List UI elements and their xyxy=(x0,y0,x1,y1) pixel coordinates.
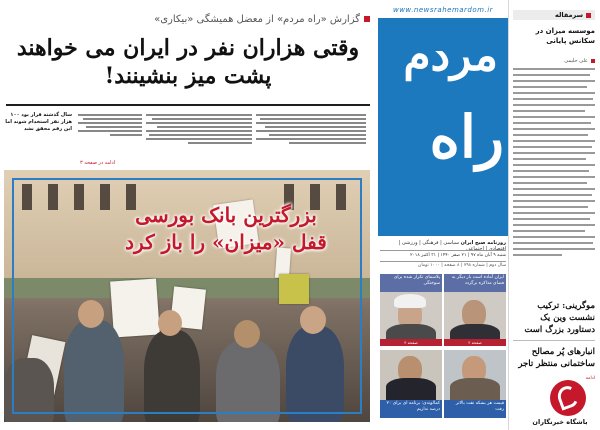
section-label xyxy=(513,10,595,20)
teaser-right[interactable] xyxy=(444,274,506,346)
teaser-right-tag: صفحه ۲ xyxy=(444,339,506,346)
teaser-bottom-left[interactable] xyxy=(380,350,442,418)
editorial-title[interactable]: موسسه میزان در سکانس پایانی xyxy=(535,27,595,45)
author-square-icon xyxy=(591,59,595,63)
teaser-bottom-right-photo xyxy=(444,350,506,400)
masthead xyxy=(378,0,508,430)
logo-word-2: مردم xyxy=(403,30,498,81)
headline-line-2: پشت میز بنشینند! xyxy=(104,63,272,89)
teaser-left-photo xyxy=(380,292,442,346)
teaser-left-title: پلاسمای تکرار شده برای سوختگی xyxy=(380,274,442,292)
continue-link[interactable]: ادامه در صفحه ۳ xyxy=(80,160,116,166)
kicker-text: گزارش «راه مردم» از معضل همیشگی «بیکاری» xyxy=(154,14,360,25)
sidebar-headline-3[interactable]: انبارهای پُر مصالح ساختمانی منتظر تاجر xyxy=(518,347,595,369)
editorial-body xyxy=(513,68,595,260)
site-url[interactable]: www.newsrahemardom.ir xyxy=(392,6,494,14)
photo-caption-line-2: قفل «میزان» را باز کرد xyxy=(125,230,327,254)
editorial-author xyxy=(513,58,595,64)
news-column-1 xyxy=(256,112,366,160)
paper-subtitle-title: روزنامه صبح ایران xyxy=(460,240,506,246)
section-square-icon xyxy=(586,13,591,18)
watermark xyxy=(520,380,600,430)
headline-divider xyxy=(6,104,370,106)
teaser-left[interactable] xyxy=(380,274,442,346)
headline-line-1: وقتی هزاران نفر در ایران می خواهند xyxy=(16,35,360,61)
paper-subtitle-topics: سیاسی | فرهنگی | ورزشی | اقتصادی | اجتماعی xyxy=(398,240,506,252)
issue-meta: سال دوم | شماره ۷۹۸ | ۸ صفحه | ۱۰۰۰ تومان xyxy=(418,263,506,268)
teaser-bottom-left-title: کمالوندی: برنامه ای برای ۲۰ درصد نداریم xyxy=(380,400,442,418)
logo-word-1: راه xyxy=(429,103,504,171)
sidebar xyxy=(508,0,600,430)
sidebar-headline-2[interactable]: موگرینی: ترکیب نشست وین یک دستاورد بزرگ است xyxy=(524,301,595,335)
kicker-square-icon xyxy=(364,16,370,22)
left-brief-title: سال گذشته قرار بود ۱۰۰ هزار نفر استخدام شوند اما این رقم محقق نشد xyxy=(5,112,72,132)
editorial-author-name: علی حلیمی xyxy=(564,58,588,64)
logo-band xyxy=(378,18,508,236)
news-column-3 xyxy=(78,112,142,160)
protest-photo xyxy=(4,170,370,422)
section-label-text: سرمقاله xyxy=(555,11,583,19)
teaser-bottom-left-photo xyxy=(380,350,442,400)
sidebar-continue[interactable]: ادامه xyxy=(585,376,595,381)
teaser-bottom-right[interactable] xyxy=(444,350,506,418)
photo-caption xyxy=(106,202,346,256)
date-bar: شنبه ۹ آبان ماه ۹۷ | ۲۱ صفر ۱۴۴۰ | ۳۱ اکتبر ۲۰۱۸ xyxy=(380,250,506,262)
news-column-2 xyxy=(146,112,252,160)
teaser-bottom-right-title: قیمت هر بشکه نفت بالاتر رفت xyxy=(444,400,506,418)
watermark-logo-icon xyxy=(550,380,586,416)
teaser-left-tag: صفحه ۴ xyxy=(380,339,442,346)
photo-caption-line-1: بزرگترین بانک بورسی xyxy=(135,203,317,227)
sidebar-divider xyxy=(513,340,595,341)
teaser-right-title: ایران آماده است بار دیگر به فضای مذاکره برگردد xyxy=(444,274,506,292)
main-headline xyxy=(6,34,370,90)
teaser-right-photo xyxy=(444,292,506,346)
watermark-text: باشگاه خبرنگاران xyxy=(520,416,600,428)
headline-kicker xyxy=(95,14,370,25)
